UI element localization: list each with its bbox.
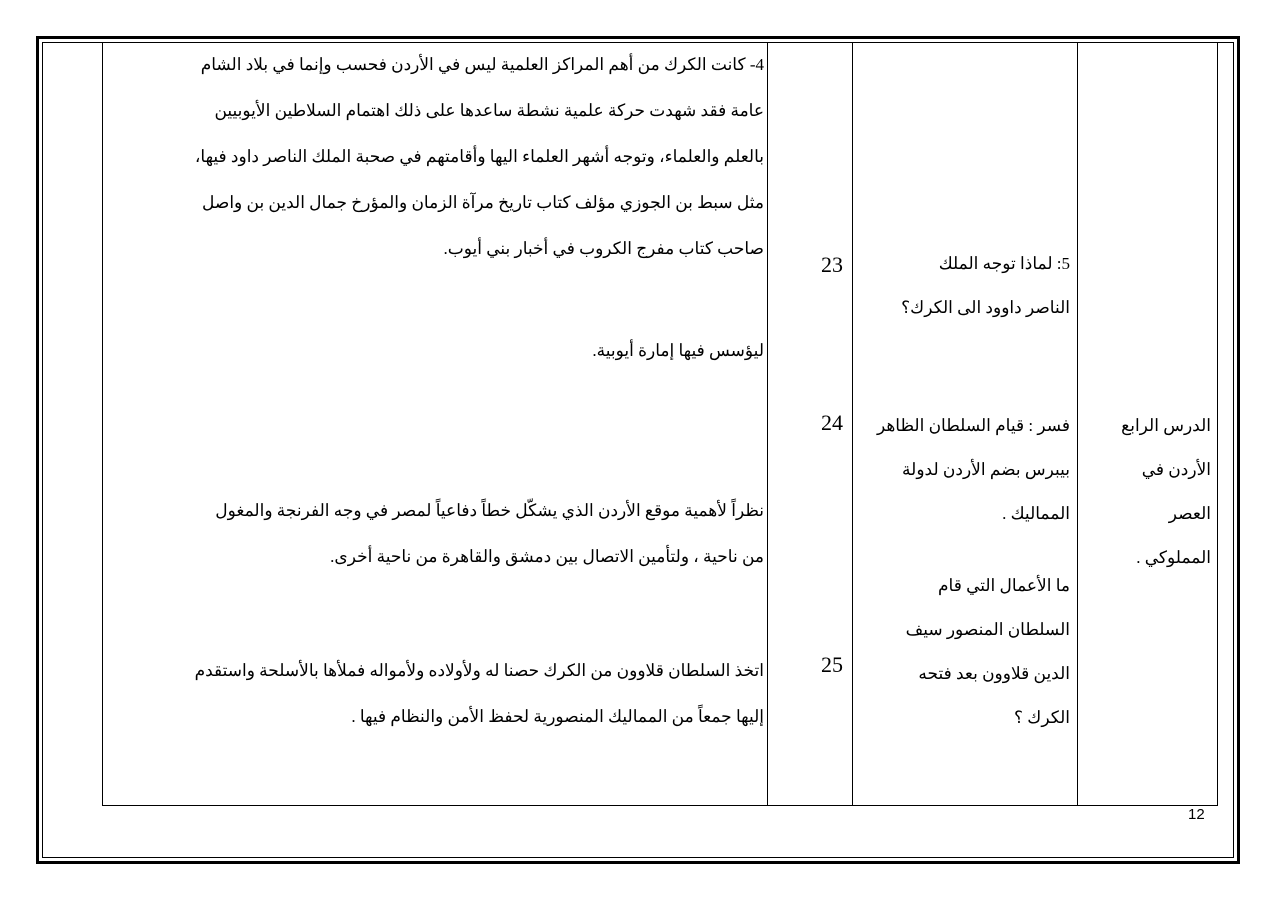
lesson-title-line: الدرس الرابع	[1121, 416, 1211, 435]
lesson-title-line: العصر	[1168, 504, 1211, 523]
answer-line: نظراً لأهمية موقع الأردن الذي يشكّل خطاً دفاعياً لمصر في وجه الفرنجة والمغول	[215, 501, 764, 520]
question-line: ما الأعمال التي قام	[938, 576, 1070, 595]
question-line: الكرك ؟	[1014, 708, 1070, 727]
answer-intro	[195, 42, 764, 272]
question-number: 24	[821, 410, 843, 435]
column-divider	[767, 42, 768, 805]
answer-line: 4- كانت الكرك من أهم المراكز العلمية ليس في الأردن فحسب وإنما في بلاد الشام	[200, 55, 764, 74]
answer-line: عامة فقد شهدت حركة علمية نشطة ساعدها على ذلك اهتمام السلاطين الأيوبيين	[214, 101, 764, 120]
question-line: السلطان المنصور سيف	[905, 620, 1070, 639]
question-line: 5: لماذا توجه الملك	[938, 254, 1070, 273]
question-24	[877, 404, 1070, 536]
answer-line: مثل سبط بن الجوزي مؤلف كتاب تاريخ مرآة الزمان والمؤرخ جمال الدين بن واصل	[202, 193, 764, 212]
question-line: فسر : قيام السلطان الظاهر	[876, 416, 1070, 435]
answer-23: ليؤسس فيها إمارة أيوبية.	[592, 341, 764, 360]
answer-24	[215, 488, 764, 580]
column-divider	[852, 42, 853, 805]
answer-line: اتخذ السلطان قلاوون من الكرك حصنا له ولأولاده ولأمواله فملأها بالأسلحة واستقدم	[194, 661, 764, 680]
question-line: الناصر داوود الى الكرك؟	[901, 298, 1070, 317]
lesson-title-line: المملوكي .	[1136, 548, 1211, 567]
lesson-title	[1121, 404, 1211, 580]
question-25	[906, 564, 1070, 740]
answer-25	[195, 648, 764, 740]
answer-line: صاحب كتاب مفرج الكروب في أخبار بني أيوب.	[443, 239, 764, 258]
page-number: 12	[1188, 806, 1205, 823]
answer-line: من ناحية ، ولتأمين الاتصال بين دمشق والقاهرة من ناحية أخرى.	[330, 547, 764, 566]
answer-line: بالعلم والعلماء، وتوجه أشهر العلماء اليها وأقامتهم في صحبة الملك الناصر داود فيها،	[194, 147, 764, 166]
column-divider	[1077, 42, 1078, 805]
answer-line: إليها جمعاً من المماليك المنصورية لحفظ الأمن والنظام فيها .	[351, 707, 764, 726]
question-line: المماليك .	[1002, 504, 1070, 523]
lesson-title-line: الأردن في	[1141, 460, 1211, 479]
question-number: 23	[821, 252, 843, 277]
question-23	[901, 242, 1070, 330]
question-line: الدين قلاوون بعد فتحه	[918, 664, 1070, 683]
question-number: 25	[821, 652, 843, 677]
question-line: بيبرس بضم الأردن لدولة	[902, 460, 1070, 479]
